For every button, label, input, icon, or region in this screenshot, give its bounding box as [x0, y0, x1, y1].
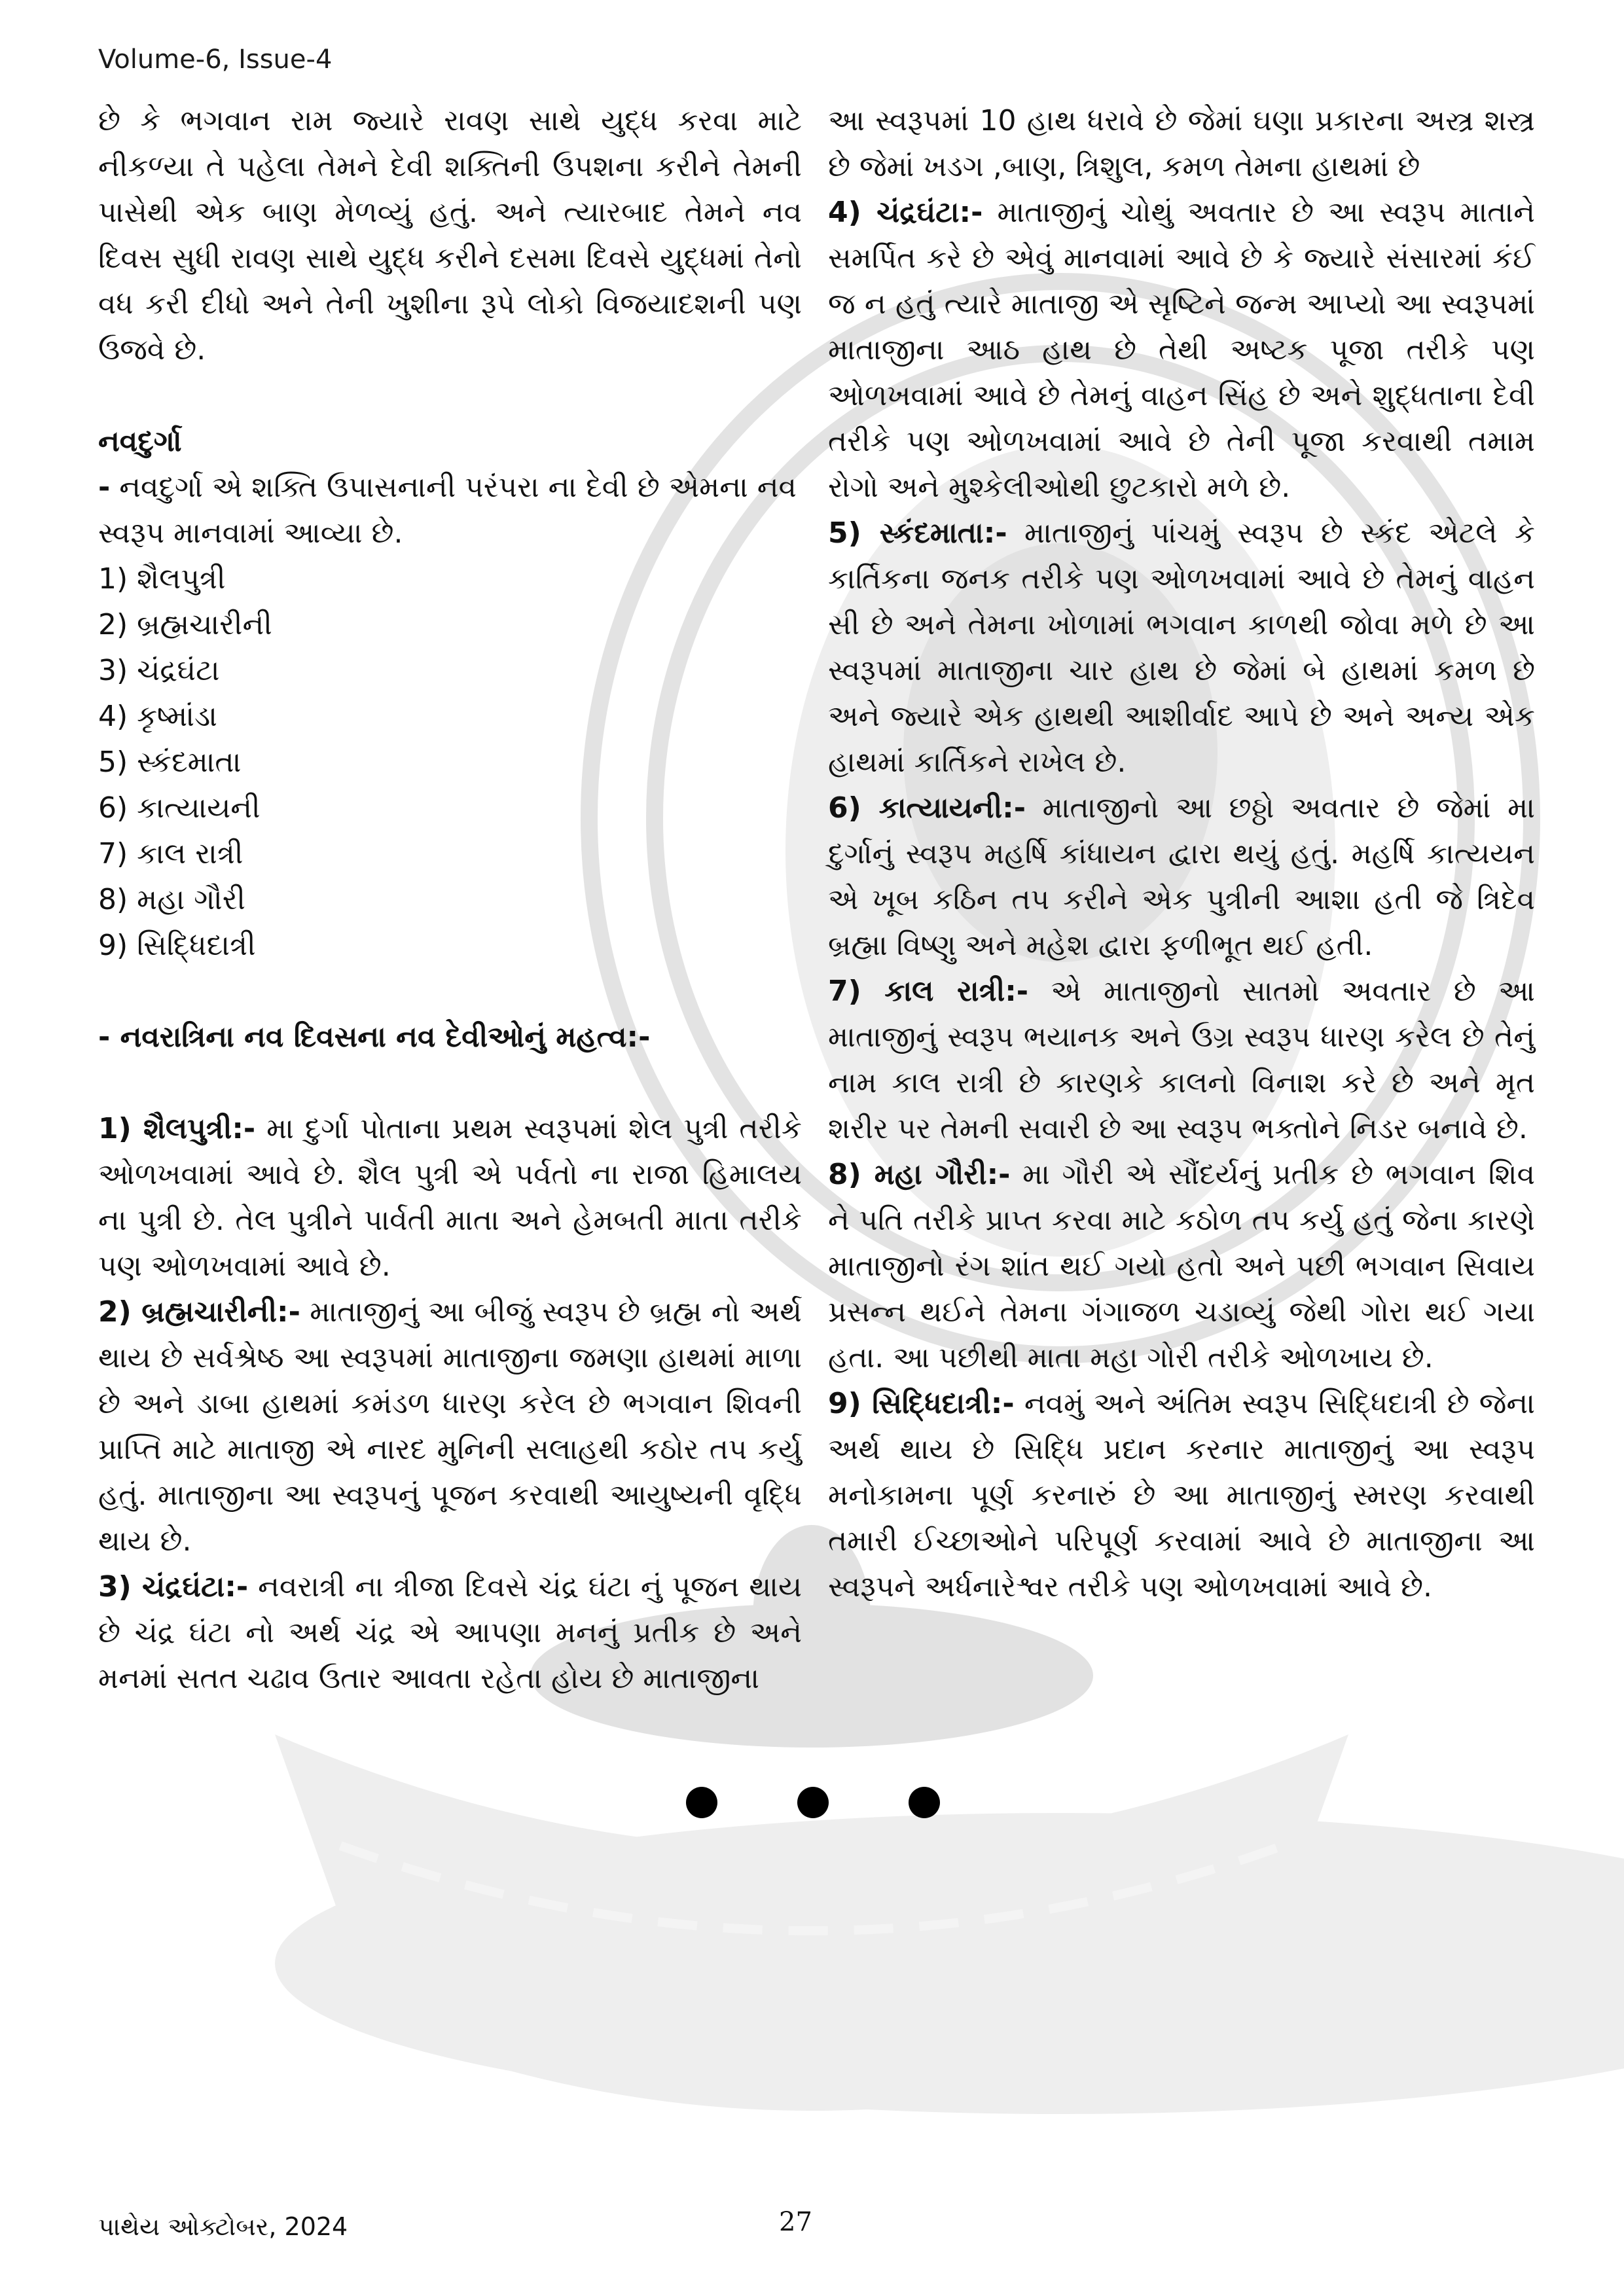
skandamata-text: માતાજીનું પાંચમું સ્વરૂપ છે સ્કંદ એટલે કે કાર્તિકના જનક તરીકે પણ ઓળખવામાં આવે છે તેમનું વાહન સી છે અને તેમના ખોળામાં ભગવાન કાળથી જોવા મળે છે આ સ્વરૂપમાં માતાજીના ચાર હાથ છે જેમાં બે હાથમાં કમળ છે અને જ્યારે એક હાથથી આશીર્વાદ આપે છે અને અન્ય એક હાથમાં કાર્તિકને રાખેલ છે. — [828, 516, 1535, 779]
spacer — [98, 969, 802, 1014]
navdurga-description — [98, 465, 802, 556]
list-item: 5) સ્કંદમાતા — [98, 745, 242, 779]
section-divider-dots — [681, 1787, 956, 1826]
list-item: 8) મહા ગૌરી — [98, 883, 246, 916]
list-item: 2) બ્રહ્મચારીની — [98, 608, 272, 641]
brahmacharini-paragraph — [98, 1289, 802, 1564]
divider-dot — [797, 1787, 829, 1818]
skandamata-label: 5) સ્કંદમાતા:- — [828, 516, 1007, 550]
mahagauri-label: 8) મહા ગૌરી:- — [828, 1158, 1011, 1191]
spacer — [98, 373, 802, 419]
navdurga-description-text: નવદુર્ગા એ શક્તિ ઉપાસનાની પરંપરા ના દેવી છે એમના નવ સ્વરૂપ માનવામાં આવ્યા છે. — [98, 471, 797, 550]
chandraghanta-label: 3) ચંદ્રઘંટા:- — [98, 1570, 249, 1604]
siddhidatri-text: નવમું અને અંતિમ સ્વરૂપ સિદ્ધિદાત્રી છે જેના અર્થ થાય છે સિદ્ધિ પ્રદાન કરનાર માતાજીનું આ સ્વરૂપ મનોકામના પૂર્ણ કરનારું છે આ માતાજીનું સ્મરણ કરવાથી તમારી ઈચ્છાઓને પરિપૂર્ણ કરવામાં આવે છે માતાજીના આ સ્વરૂપને અર્ધનારેશ્વર તરીકે પણ ઓળખવામાં આવે છે. — [828, 1387, 1535, 1604]
fourth-form-text: માતાજીનું ચોથું અવતાર છે આ સ્વરૂપ માતાને સમર્પિત કરે છે એવું માનવામાં આવે છે કે જ્યારે સંસારમાં કંઈ જ ન હતું ત્યારે માતાજી એ સૃષ્ટિને જન્મ આપ્યો આ સ્વરૂપમાં માતાજીના આઠ હાથ છે તેથી અષ્ટક પૂજા તરીકે પણ ઓળખવામાં આવે છે તેમનું વાહન સિંહ છે અને શુદ્ધતાના દેવી તરીકે પણ ઓળખવામાં આવે છે તેની પૂજા કરવાથી તમામ રોગો અને મુશ્કેલીઓથી છુટકારો મળે છે. — [828, 196, 1535, 504]
list-item: 9) સિદ્ધિદાત્રી — [98, 929, 256, 962]
kalratri-text: એ માતાજીનો સાતમો અવતાર છે આ માતાજીનું સ્વરૂપ ભયાનક અને ઉગ્ર સ્વરૂપ ધારણ કરેલ છે તેનું નામ કાલ રાત્રી છે કારણકે કાલનો વિનાશ કરે છે અને મૃત શરીર પર તેમની સવારી છે આ સ્વરૂપ ભક્તોને નિડર બનાવે છે. — [828, 975, 1536, 1145]
divider-dot — [909, 1787, 940, 1818]
siddhidatri-paragraph — [828, 1381, 1535, 1610]
kalratri-label: 7) કાલ રાત્રી:- — [828, 975, 1029, 1008]
left-column — [98, 98, 802, 1702]
shailputri-label: 1) શૈલપુત્રી:- — [98, 1112, 256, 1145]
katyayani-paragraph — [828, 785, 1535, 969]
skandamata-paragraph — [828, 511, 1535, 785]
navdurga-list — [98, 556, 802, 969]
kalratri-paragraph — [828, 969, 1535, 1152]
importance-heading: - નવરાત્રિના નવ દિવસના નવ દેવીઓનું મહત્વ:- — [98, 1020, 651, 1054]
brahmacharini-label: 2) બ્રહ્મચારીની:- — [98, 1295, 300, 1329]
siddhidatri-label: 9) સિદ્ધિદાત્રી:- — [828, 1387, 1015, 1420]
page-number: 27 — [779, 2207, 812, 2237]
mahagauri-text: મા ગૌરી એ સૌંદર્યનું પ્રતીક છે ભગવાન શિવ ને પતિ તરીકે પ્રાપ્ત કરવા માટે કઠોળ તપ કર્યુ હતું જેના કારણે માતાજીનો રંગ શાંત થઈ ગયો હતો અને પછી ભગવાન સિવાય પ્રસન્ન થઈને તેમના ગંગાજળ ચડાવ્યું જેથી ગોરા થઈ ગયા હતા. આ પછીથી માતા મહા ગોરી તરીકે ઓળખાય છે. — [828, 1158, 1536, 1374]
list-item: 6) કાત્યાયની — [98, 791, 261, 825]
mahagauri-paragraph — [828, 1152, 1535, 1381]
list-item: 4) કૃષ્માંડા — [98, 700, 217, 733]
shailputri-text: મા દુર્ગા પોતાના પ્રથમ સ્વરૂપમાં શેલ પુત્રી તરીકે ઓળખવામાં આવે છે. શૈલ પુત્રી એ પર્વતો ના રાજા હિમાલય ના પુત્રી છે. તેલ પુત્રીને પાર્વતી માતા અને હેમબતી માતા તરીકે પણ ઓળખવામાં આવે છે. — [98, 1112, 802, 1283]
katyayani-label: 6) કાત્યાયની:- — [828, 791, 1026, 825]
fourth-form-paragraph — [828, 190, 1535, 511]
list-item: 1) શૈલપુત્રી — [98, 562, 226, 596]
list-item: 3) ચંદ્રઘંટા — [98, 654, 220, 687]
right-column — [828, 98, 1535, 1610]
brahmacharini-text: માતાજીનું આ બીજું સ્વરૂપ છે બ્રહ્મ નો અર્થ થાય છે સર્વશ્રેષ્ઠ આ સ્વરૂપમાં માતાજીના જમણા હાથમાં માળા છે અને ડાબા હાથમાં કમંડળ ધારણ કરેલ છે ભગવાન શિવની પ્રાપ્તિ માટે માતાજી એ નારદ મુનિની સલાહથી કઠોર તપ કર્યુ હતું. માતાજીના આ સ્વરૂપનું પૂજન કરવાથી આયુષ્યની વૃદ્ધિ થાય છે. — [98, 1295, 802, 1558]
navdurga-dash: - — [98, 471, 111, 504]
katyayani-text: માતાજીનો આ છઠ્ઠો અવતાર છે જેમાં મા દુર્ગાનું સ્વરૂપ મહર્ષિ કાંધાયન દ્વારા થયું હતું. મહર્ષિ કાત્યયન એ ખૂબ કઠિન તપ કરીને એક પુત્રીની આશા હતી જે ત્રિદેવ બ્રહ્મા વિષ્ણુ અને મહેશ દ્વારા ફળીભૂત થઈ હતી. — [828, 791, 1535, 962]
chandraghanta-continuation: આ સ્વરૂપમાં 10 હાથ ધરાવે છે જેમાં ઘણા પ્રકારના અસ્ત્ર શસ્ત્ર છે જેમાં ખડગ ,બાણ, ત્રિશુલ, કમળ તેમના હાથમાં છે — [828, 104, 1535, 183]
footer-magazine-date: પાથેય ઓક્ટોબર, 2024 — [98, 2212, 348, 2241]
spacer — [98, 1060, 802, 1106]
list-item: 7) કાલ રાત્રી — [98, 837, 244, 870]
shailputri-paragraph — [98, 1106, 802, 1289]
navdurga-heading: નવદુર્ગા — [98, 425, 182, 458]
divider-dot — [686, 1787, 717, 1818]
chandraghanta-paragraph — [98, 1564, 802, 1702]
chandraghanta-text: નવરાત્રી ના ત્રીજા દિવસે ચંદ્ર ઘંટા નું પૂજન થાય છે ચંદ્ર ઘંટા નો અર્થ ચંદ્ર એ આપણા મનનું પ્રતીક છે અને મનમાં સતત ચઢાવ ઉતાર આવતા રહેતા હોય છે માતાજીના — [98, 1570, 802, 1695]
intro-paragraph: છે કે ભગવાન રામ જ્યારે રાવણ સાથે યુદ્ધ કરવા માટે નીકળ્યા તે પહેલા તેમને દેવી શક્તિની ઉપશના કરીને તેમની પાસેથી એક બાણ મેળવ્યું હતું. અને ત્યારબાદ તેમને નવ દિવસ સુધી રાવણ સાથે યુદ્ધ કરીને દસમા દિવસે યુદ્ધમાં તેનો વધ કરી દીધો અને તેની ખુશીના રૂપે લોકો વિજયાદશની પણ ઉજવે છે. — [98, 104, 802, 367]
volume-issue-header: Volume-6, Issue-4 — [98, 45, 333, 75]
fourth-form-label: 4) ચંદ્રઘંટા:- — [828, 196, 983, 229]
